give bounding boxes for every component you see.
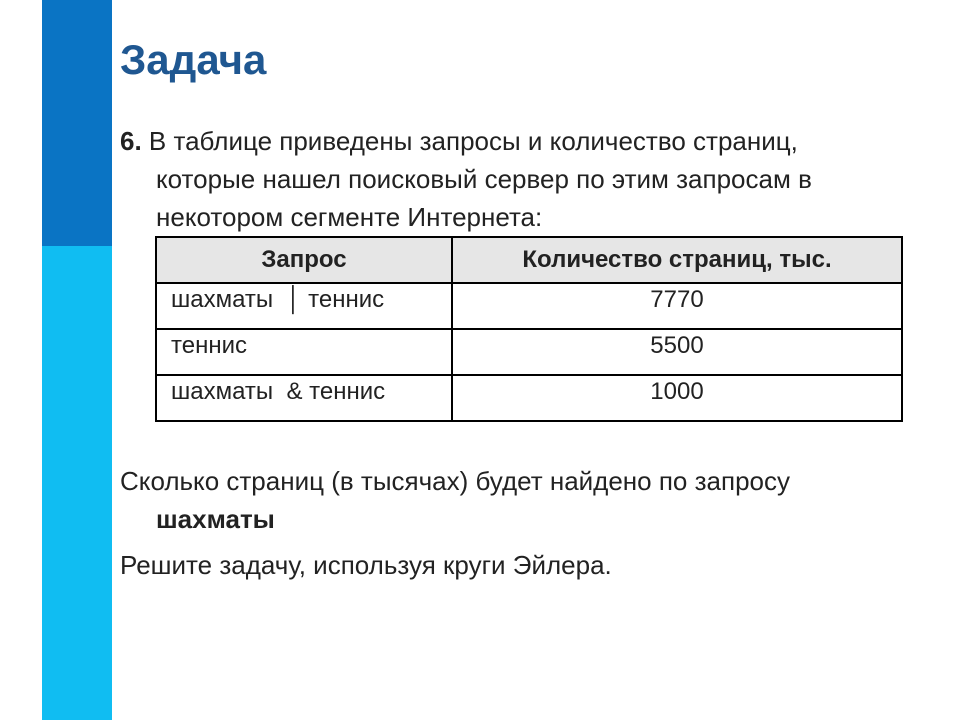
count-cell: 1000 bbox=[452, 375, 902, 421]
question-line: Сколько страниц (в тысячах) будет найдено по запросу bbox=[120, 466, 790, 496]
table-header-row bbox=[156, 237, 902, 283]
table-row bbox=[156, 329, 902, 375]
task-number: 6. bbox=[120, 126, 142, 156]
table-row bbox=[156, 283, 902, 329]
question-emphasis: шахматы bbox=[156, 504, 275, 534]
slide-title: Задача bbox=[120, 36, 267, 83]
instruction-text: Решите задачу, используя круги Эйлера. bbox=[120, 550, 612, 580]
count-cell: 7770 bbox=[452, 283, 902, 329]
side-bar-top bbox=[42, 0, 112, 246]
question-text bbox=[120, 462, 920, 538]
query-cell: шахматы & теннис bbox=[156, 375, 452, 421]
header-count: Количество страниц, тыс. bbox=[452, 237, 902, 283]
task-line-1: В таблице приведены запросы и количество страниц, bbox=[141, 126, 798, 156]
task-line-3: некотором сегменте Интернета: bbox=[156, 202, 543, 232]
task-line-2: которые нашел поисковый сервер по этим запросам в bbox=[156, 164, 812, 194]
query-table bbox=[155, 236, 903, 422]
header-query: Запрос bbox=[156, 237, 452, 283]
count-cell: 5500 bbox=[452, 329, 902, 375]
side-bar-bottom bbox=[42, 246, 112, 720]
task-text bbox=[120, 122, 920, 236]
query-cell: теннис bbox=[156, 329, 452, 375]
table-row bbox=[156, 375, 902, 421]
query-cell: шахматы │ теннис bbox=[156, 283, 452, 329]
